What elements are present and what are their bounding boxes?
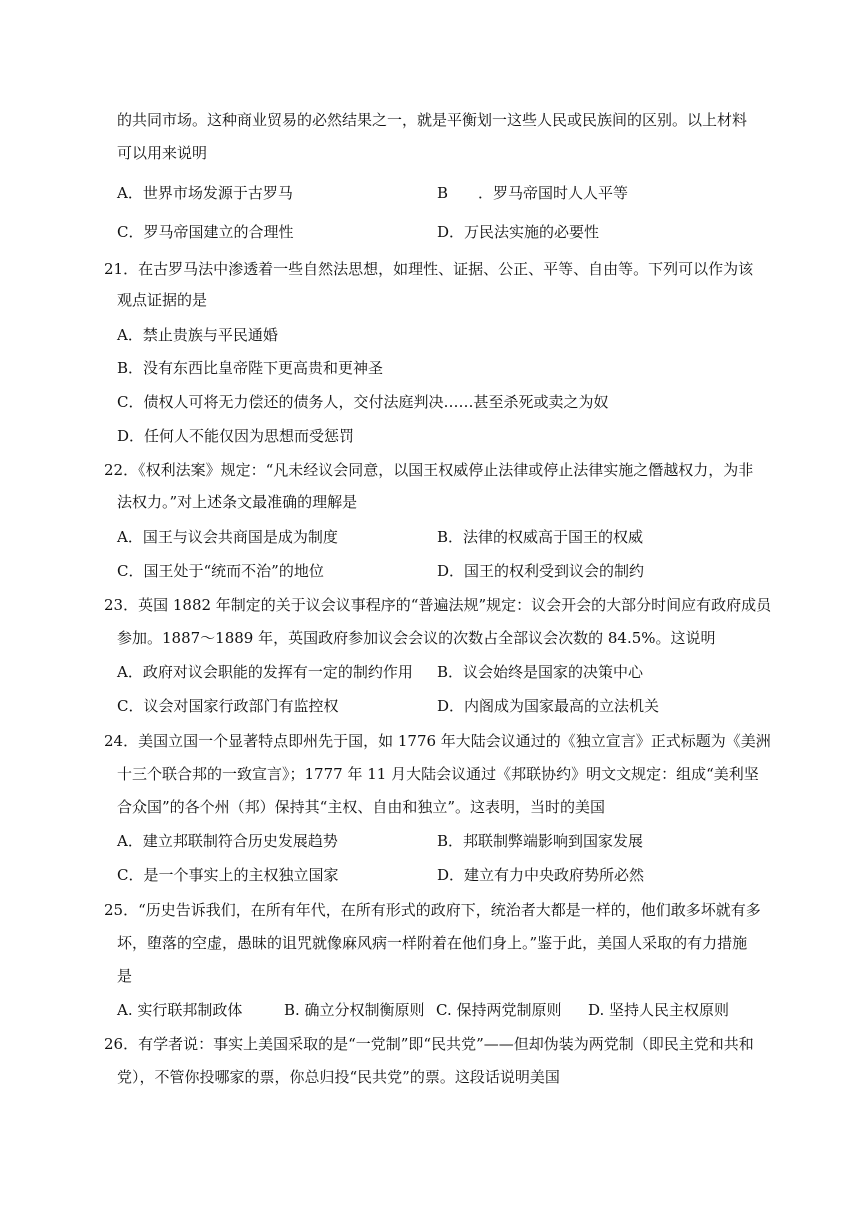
q24-option-d: D．建立有力中央政府势所必然: [437, 866, 645, 884]
q20-option-d: D．万民法实施的必要性: [437, 223, 600, 241]
q24-option-c: C．是一个事实上的主权独立国家: [117, 866, 339, 884]
q21-option-b: B．没有东西比皇帝陛下更高贵和更神圣: [117, 359, 384, 377]
q26-stem-line-2: 党），不管你投哪家的票，你总归投“民共党”的票。这段话说明美国: [117, 1068, 560, 1086]
q25-stem-line-2: 坏，堕落的空虚，愚昧的诅咒就像麻风病一样附着在他们身上。”鉴于此，美国人采取的有力措施: [117, 934, 748, 952]
q24-stem-line-1: 24．美国立国一个显著特点即州先于国，如 1776 年大陆会议通过的《独立宣言》正式标题为《美洲: [104, 732, 771, 750]
q22-option-c: C．国王处于“统而不治”的地位: [117, 562, 324, 580]
q23-stem-line-1: 23．英国 1882 年制定的关于议会议事程序的“普遍法规”规定：议会开会的大部分时间应有政府成员: [104, 596, 772, 614]
q20-option-a: A．世界市场发源于古罗马: [117, 184, 293, 202]
q24-stem-line-3: 合众国”的各个州（邦）保持其“主权、自由和独立”。这表明，当时的美国: [117, 798, 606, 816]
q23-stem-line-2: 参加。1887～1889 年，英国政府参加议会会议的次数占全部议会次数的 84.5%。这说明: [117, 629, 716, 647]
q23-option-a: A．政府对议会职能的发挥有一定的制约作用: [117, 663, 413, 681]
q22-option-b: B．法律的权威高于国王的权威: [437, 528, 644, 546]
q22-stem-line-2: 法权力。”对上述条文最准确的理解是: [117, 493, 358, 511]
q23-option-b: B．议会始终是国家的决策中心: [437, 663, 644, 681]
q25-option-c: C. 保持两党制原则: [436, 1001, 562, 1019]
q21-stem-line-2: 观点证据的是: [117, 291, 208, 309]
intro-line-1: 的共同市场。这种商业贸易的必然结果之一，就是平衡划一这些人民或民族间的区别。以上材料: [117, 111, 748, 129]
intro-line-2: 可以用来说明: [117, 144, 208, 162]
q22-option-d: D．国王的权利受到议会的制约: [437, 562, 645, 580]
q20-option-b: B ．罗马帝国时人人平等: [437, 184, 629, 202]
q21-option-c: C．债权人可将无力偿还的债务人，交付法庭判决……甚至杀死或卖之为奴: [117, 393, 609, 411]
q25-option-b: B. 确立分权制衡原则: [284, 1001, 425, 1019]
q25-option-d: D. 坚持人民主权原则: [588, 1001, 730, 1019]
q23-option-d: D．内阁成为国家最高的立法机关: [437, 697, 660, 715]
q24-option-a: A．建立邦联制符合历史发展趋势: [117, 832, 338, 850]
q22-stem-line-1: 22．《权利法案》规定：“凡未经议会同意，以国王权威停止法律或停止法律实施之僭越权力，为非: [104, 461, 754, 479]
q20-option-c: C．罗马帝国建立的合理性: [117, 223, 294, 241]
q25-option-a: A. 实行联邦制政体: [117, 1001, 243, 1019]
q21-option-d: D．任何人不能仅因为思想而受惩罚: [117, 427, 355, 445]
q25-stem-line-1: 25．“历史告诉我们，在所有年代，在所有形式的政府下，统治者大都是一样的，他们敢多坏就有多: [104, 901, 761, 919]
q21-option-a: A．禁止贵族与平民通婚: [117, 326, 278, 344]
q21-stem-line-1: 21．在古罗马法中渗透着一些自然法思想，如理性、证据、公正、平等、自由等。下列可以作为该: [104, 260, 754, 278]
q23-option-c: C．议会对国家行政部门有监控权: [117, 697, 339, 715]
q24-option-b: B．邦联制弊端影响到国家发展: [437, 832, 644, 850]
q24-stem-line-2: 十三个联合邦的一致宣言》；1777 年 11 月大陆会议通过《邦联协约》明文文规定：组成“美利坚: [117, 765, 759, 783]
q25-stem-line-3: 是: [117, 967, 133, 985]
q22-option-a: A．国王与议会共商国是成为制度: [117, 528, 338, 546]
q26-stem-line-1: 26．有学者说：事实上美国采取的是“一党制”即“民共党”——但却伪装为两党制（即民主党和共和: [104, 1035, 754, 1053]
